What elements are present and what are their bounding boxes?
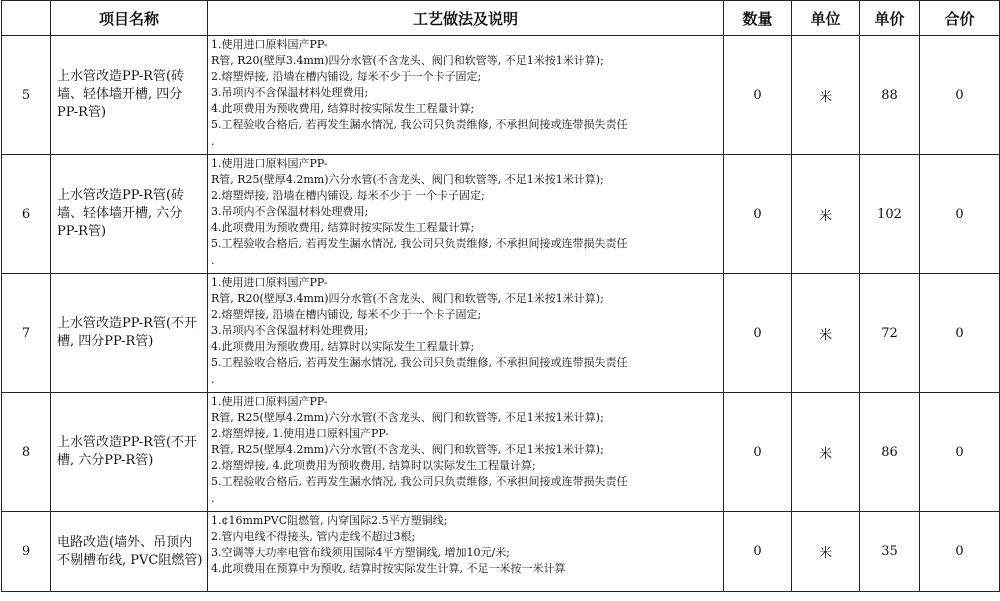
item-description (208, 155, 724, 274)
item-qty: 0 (724, 155, 792, 274)
description-line: 4.此项费用在预算中为预收, 结算时按实际发生计算, 不足一米按一米计算 (211, 562, 566, 576)
item-name: 上水管改造PP-R管(砖墙、轻体墙开槽, 六分PP-R管) (51, 155, 208, 274)
description-line: 1.使用进口原料国产PP- (211, 38, 328, 51)
description-line: 3.吊项内不含保温材料处理费用; (211, 324, 369, 338)
table-row (2, 274, 1000, 393)
item-qty: 0 (724, 36, 792, 155)
table-row (2, 36, 1000, 155)
description-line: R管, R20(壁厚3.4mm)四分水管(不含龙头、阀门和软管等, 不足1米按1米计算); (211, 54, 604, 68)
header-price: 单价 (860, 1, 920, 36)
header-unit: 单位 (792, 1, 860, 36)
item-total: 0 (920, 393, 1000, 512)
description-line: . (211, 253, 215, 267)
description-line: R管, R25(壁厚4.2mm)六分水管(不含龙头、阀门和软管等, 不足1米按1米计算); (211, 443, 604, 457)
description-line: 1.使用进口原料国产PP- (211, 395, 328, 408)
description-line: 5.工程验收合格后, 若再发生漏水情况, 我公司只负责维修, 不承担间接或连带损失责任 (211, 237, 628, 251)
description-line: . (211, 134, 215, 148)
item-price: 88 (860, 36, 920, 155)
item-price: 86 (860, 393, 920, 512)
description-line: 2.熔塑焊接, 沿墙在槽内铺设, 每米不少于 一个卡子固定; (211, 189, 485, 203)
description-line: R管, R20(壁厚3.4mm)四分水管(不含龙头、阀门和软管等, 不足1米按1米计算); (211, 292, 604, 306)
table-row (2, 393, 1000, 512)
item-name: 上水管改造PP-R管(砖墙、轻体墙开槽, 四分PP-R管) (51, 36, 208, 155)
table-row (2, 512, 1000, 592)
header-qty: 数量 (724, 1, 792, 36)
description-line: 2.管内电线不得接头, 管内走线不超过3根; (211, 530, 416, 544)
row-index: 8 (2, 393, 51, 512)
description-line: 2.熔塑焊接, 沿墙在槽内铺设, 每米不少于一个卡子固定; (211, 70, 482, 84)
description-line: 5.工程验收合格后, 若再发生漏水情况, 我公司只负责维修, 不承担间接或连带损失责任 (211, 475, 628, 489)
description-line: 2.熔塑焊接, 1.使用进口原料国产PP- (211, 427, 389, 441)
item-name: 上水管改造PP-R管(不开槽, 四分PP-R管) (51, 274, 208, 393)
description-line: 1.使用进口原料国产PP- (211, 157, 328, 170)
description-line: 4.此项费用为预收费用, 结算时按实际发生工程量计算; (211, 221, 475, 235)
description-line: 3.吊项内不含保温材料处理费用; (211, 205, 369, 219)
header-process: 工艺做法及说明 (208, 1, 724, 36)
description-line: 3.吊项内不含保温材料处理费用; (211, 86, 369, 100)
header-total: 合价 (920, 1, 1000, 36)
quote-table (1, 0, 1000, 592)
item-unit: 米 (792, 393, 860, 512)
item-description (208, 393, 724, 512)
item-name: 上水管改造PP-R管(不开槽, 六分PP-R管) (51, 393, 208, 512)
item-total: 0 (920, 155, 1000, 274)
description-line: R管, R25(壁厚4.2mm)六分水管(不含龙头、阀门和软管等, 不足1米按1米计算); (211, 411, 604, 425)
header-row (2, 1, 1000, 36)
description-line: 2.熔塑焊接, 4.此项费用为预收费用, 结算时以实际发生工程量计算; (211, 459, 536, 473)
item-qty: 0 (724, 512, 792, 592)
description-line: 4.此项费用为预收费用, 结算时以实际发生工程量计算; (211, 340, 475, 354)
description-line: R管, R25(壁厚4.2mm)六分水管(不含龙头、阀门和软管等, 不足1米按1米计算); (211, 173, 604, 187)
item-name: 电路改造(墙外、吊顶内不剔槽布线, PVC阻燃管) (51, 512, 208, 592)
item-unit: 米 (792, 274, 860, 393)
description-line: 3.空调等大功率电管布线须用国际4平方塑铜线, 增加10元/米; (211, 546, 510, 560)
table-row (2, 155, 1000, 274)
description-line: 1.使用进口原料国产PP- (211, 276, 328, 289)
item-unit: 米 (792, 512, 860, 592)
item-price: 72 (860, 274, 920, 393)
item-unit: 米 (792, 155, 860, 274)
item-unit: 米 (792, 36, 860, 155)
description-line: 5.工程验收合格后, 若再发生漏水情况, 我公司只负责维修, 不承担间接或连带损失责任 (211, 118, 628, 132)
header-name: 项目名称 (51, 1, 208, 36)
item-description (208, 36, 724, 155)
item-total: 0 (920, 512, 1000, 592)
row-index: 9 (2, 512, 51, 592)
description-line: 4.此项费用为预收费用, 结算时按实际发生工程量计算; (211, 102, 475, 116)
item-description (208, 512, 724, 592)
item-total: 0 (920, 36, 1000, 155)
description-line: . (211, 372, 215, 386)
item-qty: 0 (724, 393, 792, 512)
item-qty: 0 (724, 274, 792, 393)
row-index: 7 (2, 274, 51, 393)
header-index (2, 1, 51, 36)
description-line: . (211, 491, 215, 505)
description-line: 2.熔塑焊接, 沿墙在槽内铺设, 每米不少于一个卡子固定; (211, 308, 482, 322)
item-description (208, 274, 724, 393)
row-index: 5 (2, 36, 51, 155)
row-index: 6 (2, 155, 51, 274)
item-total: 0 (920, 274, 1000, 393)
item-price: 35 (860, 512, 920, 592)
description-line: 1.¢16mmPVC阻燃管, 内穿国际2.5平方塑铜线; (211, 514, 448, 527)
description-line: 5.工程验收合格后, 若再发生漏水情况, 我公司只负责维修, 不承担间接或连带损失责任 (211, 356, 628, 370)
item-price: 102 (860, 155, 920, 274)
